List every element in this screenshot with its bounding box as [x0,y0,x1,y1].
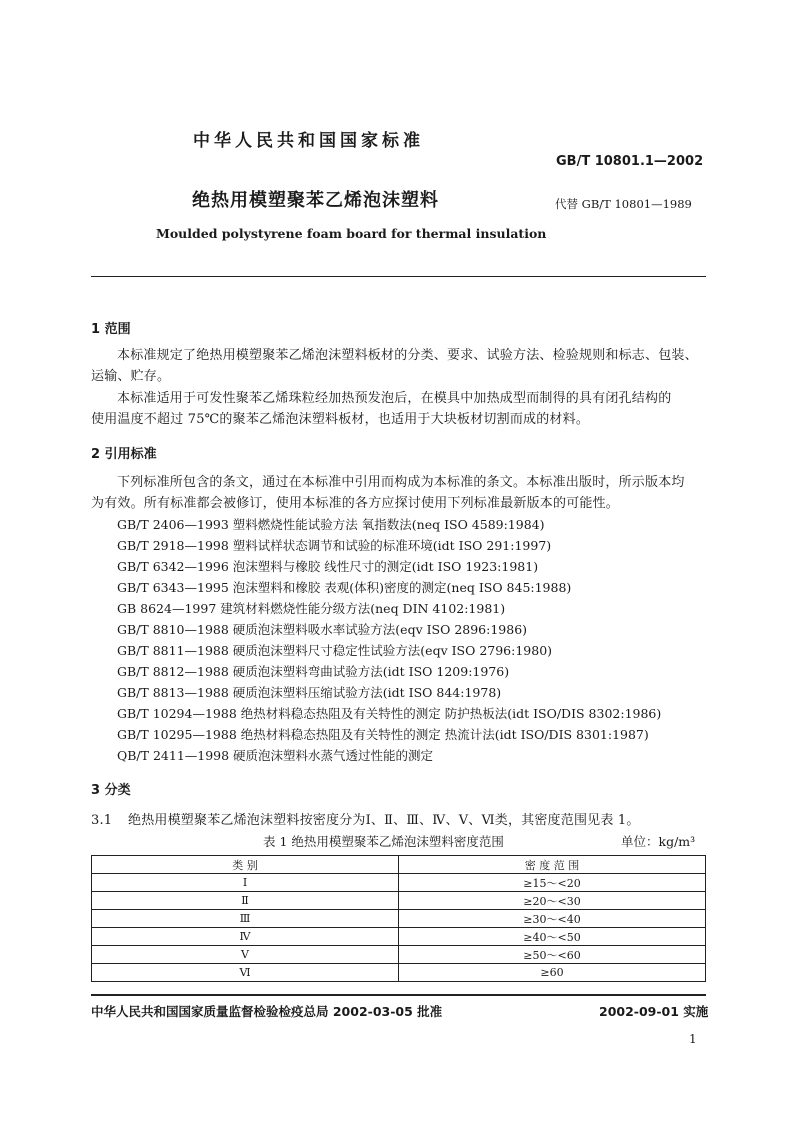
scope-paragraph-1-line-1: 本标准规定了绝热用模塑聚苯乙烯泡沫塑料板材的分类、要求、试验方法、检验规则和标志、包装、 [117,348,698,363]
effective-date: 2002-09-01 实施 [599,1004,709,1019]
table-row [92,874,706,892]
table-1-unit: 单位：kg/m³ [621,834,696,849]
table-cell-density: ≥20～<30 [399,892,706,910]
table-cell-density: ≥30～<40 [399,910,706,928]
table-header-density: 密 度 范 围 [399,856,706,874]
table-row [92,910,706,928]
standard-number: GB/T 10801.1—2002 [556,154,704,169]
national-standard-title: 中华人民共和国国家标准 [193,131,424,151]
scope-paragraph-2-line-1: 本标准适用于可发性聚苯乙烯珠粒经加热预发泡后，在模具中加热成型而制得的具有闭孔结构的 [117,391,672,406]
table-cell-density: ≥15～<20 [399,874,706,892]
replaces-standard: 代替 GB/T 10801—1989 [555,197,692,211]
reference-item: GB/T 6343—1995 泡沫塑料和橡胶 表观(体积)密度的测定(neq ISO 845:1988) [117,580,572,595]
references-intro-line-1: 下列标准所包含的条文，通过在本标准中引用而构成为本标准的条文。本标准出版时，所示版本均 [117,475,685,490]
table-cell-density: ≥60 [399,964,706,982]
reference-item: GB/T 2406—1993 塑料燃烧性能试验方法 氧指数法(neq ISO 4589:1984) [117,517,545,532]
table-cell-category: Ⅱ [92,892,399,910]
reference-item: GB/T 8812—1988 硬质泡沫塑料弯曲试验方法(idt ISO 1209:1976) [117,664,510,679]
reference-item: GB/T 8813—1988 硬质泡沫塑料压缩试验方法(idt ISO 844:1978) [117,685,502,700]
header-rule [91,276,706,277]
scope-paragraph-1-line-2: 运输、贮存。 [91,369,171,384]
clause-3-1-number: 3.1 [91,813,113,828]
reference-item: GB/T 10294—1988 绝热材料稳态热阻及有关特性的测定 防护热板法(idt ISO/DIS 8302:1986) [117,706,662,721]
reference-item: GB/T 6342—1996 泡沫塑料与橡胶 线性尺寸的测定(idt ISO 1923:1981) [117,559,539,574]
section-1-heading: 1 范围 [91,322,131,337]
table-cell-density: ≥50～<60 [399,946,706,964]
table-row [92,892,706,910]
reference-list [117,514,661,766]
reference-item: GB 8624—1997 建筑材料燃烧性能分级方法(neq DIN 4102:1981) [117,601,506,616]
reference-item: GB/T 2918—1998 塑料试样状态调节和试验的标准环境(idt ISO 291:1997) [117,538,552,553]
table-row [92,964,706,982]
table-header-category: 类 别 [92,856,399,874]
page-number: 1 [689,1032,697,1046]
reference-item: GB/T 8811—1988 硬质泡沫塑料尺寸稳定性试验方法(eqv ISO 2796:1980) [117,643,553,658]
table-row [92,928,706,946]
scope-paragraph-2-line-2: 使用温度不超过 75℃的聚苯乙烯泡沫塑料板材，也适用于大块板材切割而成的材料。 [91,412,590,427]
clause-3-1-text: 绝热用模塑聚苯乙烯泡沫塑料按密度分为Ⅰ、Ⅱ、Ⅲ、Ⅳ、Ⅴ、Ⅵ类，其密度范围见表 1。 [128,813,640,828]
document-title-cn: 绝热用模塑聚苯乙烯泡沫塑料 [192,190,439,211]
table-row [92,946,706,964]
table-cell-density: ≥40～<50 [399,928,706,946]
references-intro-line-2: 为有效。所有标准都会被修订，使用本标准的各方应探讨使用下列标准最新版本的可能性。 [91,496,620,511]
reference-item: QB/T 2411—1998 硬质泡沫塑料水蒸气透过性能的测定 [117,748,434,763]
table-cell-category: Ⅳ [92,928,399,946]
density-range-table [91,855,706,982]
reference-item: GB/T 10295—1988 绝热材料稳态热阻及有关特性的测定 热流计法(idt ISO/DIS 8301:1987) [117,727,649,742]
table-cell-category: Ⅲ [92,910,399,928]
section-3-heading: 3 分类 [91,783,131,798]
reference-item: GB/T 8810—1988 硬质泡沫塑料吸水率试验方法(eqv ISO 2896:1986) [117,622,528,637]
footer-rule [91,994,706,996]
table-cell-category: Ⅵ [92,964,399,982]
table-header-row [92,856,706,874]
table-cell-category: Ⅴ [92,946,399,964]
table-cell-category: Ⅰ [92,874,399,892]
document-title-en: Moulded polystyrene foam board for thermal insulation [156,226,547,241]
table-1-caption: 表 1 绝热用模塑聚苯乙烯泡沫塑料密度范围 [263,834,504,849]
section-2-heading: 2 引用标准 [91,447,157,462]
issuing-authority: 中华人民共和国国家质量监督检验检疫总局 2002-03-05 批准 [91,1004,443,1019]
